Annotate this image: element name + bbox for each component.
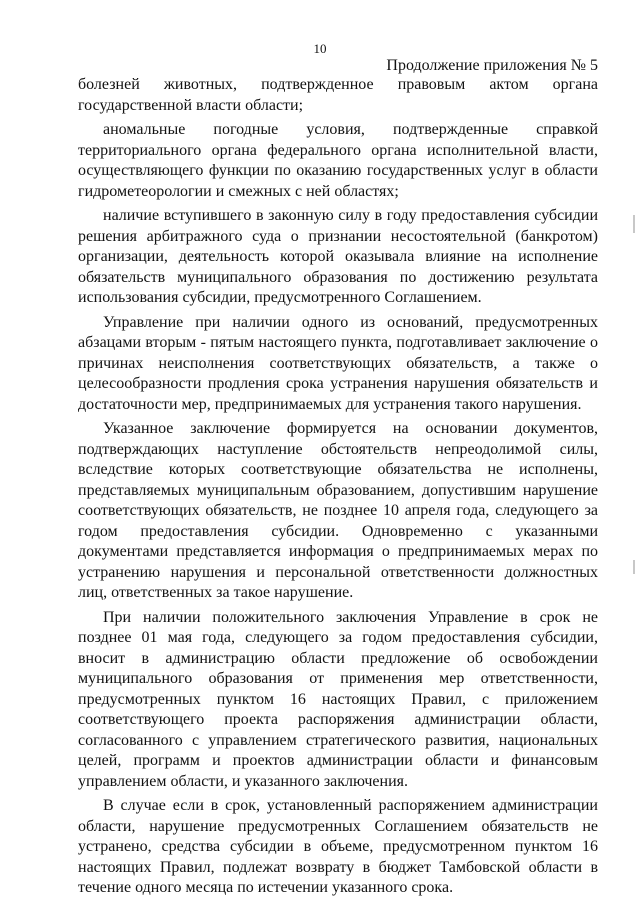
paragraph-positive-conclusion: При наличии положительного заключения Управление в срок не позднее 01 мая года, следующего за годом предоставления субсидии, вносит в администрацию области предложение об освобождении муниципального образования от применения мер ответственности, предусмотренных пунктом 16 настоящих Правил, с приложением соответствующего проекта распоряжения администрации области, согласованного с управлением стратегического развития, национальных целей, программ и проектов администрации области и финансовым управлением области, и указанного заключения.	[78, 608, 598, 790]
scan-edge-mark	[633, 215, 635, 233]
scan-edge-mark	[633, 560, 635, 574]
paragraph-weather-conditions: аномальные погодные условия, подтвержденные справкой территориального органа федерального органа исполнительной власти, осуществляющего функции по оказанию государственных услуг в области гидрометеорологии и смежных с ней областях;	[78, 121, 598, 200]
appendix-header: Продолжение приложения № 5	[386, 57, 598, 74]
paragraph-continuation: болезней животных, подтвержденное правовым актом органа государственной власти области;	[78, 76, 598, 114]
document-body	[78, 75, 598, 903]
paragraph-conclusion-basis: Указанное заключение формируется на основании документов, подтверждающих наступление обстоятельств непреодолимой силы, вследствие которых соответствующие обязательства не исполнены, представляемых муниципальным образованием, допустившим нарушение соответствующих обязательств, не позднее 10 апреля года, следующего за годом предоставления субсидии. Одновременно с указанными документами представляется информация о предпринимаемых мерах по устранению нарушения и персональной ответственности должностных лиц, ответственных за такое нарушение.	[78, 420, 598, 601]
paragraph-court-decision: наличие вступившего в законную силу в году предоставления субсидии решения арбитражного суда о признании несостоятельной (банкротом) организации, деятельность которой оказывала влияние на исполнение обязательств муниципального образования по достижению результата использования субсидии, предусмотренного Соглашением.	[78, 207, 598, 306]
paragraph-subsidy-refund: В случае если в срок, установленный распоряжением администрации области, нарушение предусмотренных Соглашением обязательств не устранено, средства субсидии в объеме, предусмотренном пунктом 16 настоящих Правил, подлежат возврату в бюджет Тамбовской области в течение одного месяца по истечении указанного срока.	[78, 797, 598, 896]
paragraph-conclusion-preparation: Управление при наличии одного из оснований, предусмотренных абзацами вторым - пятым настоящего пункта, подготавливает заключение о причинах неисполнения соответствующих обязательств, а также о целесообразности продления срока устранения нарушения обязательств и достаточности мер, предпринимаемых для устранения такого нарушения.	[78, 313, 598, 413]
page-number: 10	[313, 41, 327, 56]
